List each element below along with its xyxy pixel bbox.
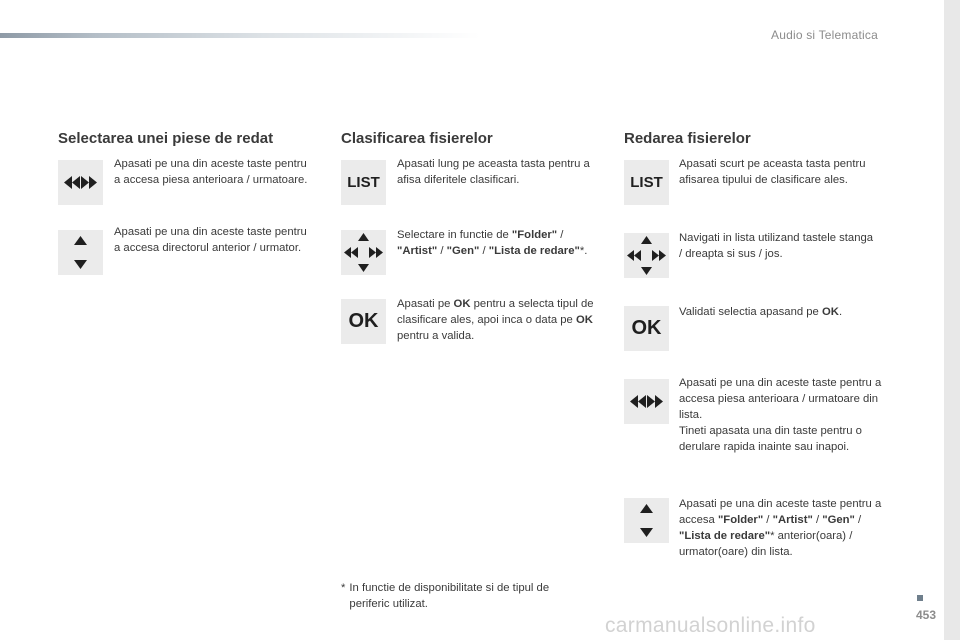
four-way-button[interactable] [624,233,669,278]
ok-button[interactable] [624,306,669,351]
col2-item2-text: Selectare in functie de "Folder" / "Artist" / "Gen" / "Lista de redare"*. [397,229,588,257]
col2-title: Clasificarea fisierelor [341,130,493,147]
ok-button-label: OK [348,310,379,332]
up-down-button[interactable] [624,498,669,543]
col3-item5-text: Apasati pe una din aceste taste pentru a accesa "Folder" / "Artist" / "Gen" / "Lista de redare"* anterior(oara) / urmator(oare) din lista. [679,498,882,558]
col1-item2-text: Apasati pe una din aceste taste pentru a accesa directorul anterior / urmator. [114,226,307,254]
col3-item4-text: Apasati pe una din aceste taste pentru a accesa piesa anterioara / urmatoare din lista. Tineti apasata una din taste pentru o derulare rapida inainte sau inapoi. [679,377,882,453]
four-way-button[interactable] [341,230,386,275]
list-button-label: LIST [630,174,663,191]
page-marker [917,595,923,601]
up-down-button[interactable] [58,230,103,275]
col3-item2-text: Navigati in lista utilizand tastele stanga / dreapta si sus / jos. [679,232,874,260]
col3-title: Redarea fisierelor [624,130,751,147]
col2-item3-text: Apasati pe OK pentru a selecta tipul de clasificare ales, apoi inca o data pe OK pentru a valida. [397,298,594,342]
footnote [341,580,579,612]
header-accent-bar [0,33,480,38]
section-title: Audio si Telematica [771,28,878,42]
col3-item1-text: Apasati scurt pe aceasta tasta pentru afisarea tipului de clasificare ales. [679,158,866,186]
up-down-arrows-icon [624,498,669,543]
list-button[interactable] [624,160,669,205]
prev-next-button[interactable] [58,160,103,205]
prev-next-arrows-icon [624,379,669,424]
ok-button[interactable] [341,299,386,344]
up-down-arrows-icon [58,230,103,275]
list-button[interactable] [341,160,386,205]
page-side-strip [944,0,960,640]
col3-item3-text: Validati selectia apasand pe OK. [679,306,843,318]
ok-button-label: OK [631,317,662,339]
footnote-star: * [341,582,346,594]
watermark: carmanualsonline.info [605,614,816,637]
prev-next-arrows-icon [58,160,103,205]
footnote-text: In functie de disponibilitate si de tipul de periferic utilizat. [349,582,550,610]
page-number: 453 [916,608,937,622]
four-way-arrows-icon [624,233,669,278]
col1-item1-text: Apasati pe una din aceste taste pentru a accesa piesa anterioara / urmatoare. [114,158,308,186]
four-way-arrows-icon [341,230,386,275]
prev-next-button[interactable] [624,379,669,424]
col2-item1-text: Apasati lung pe aceasta tasta pentru a afisa diferitele clasificari. [397,158,590,186]
col1-title: Selectarea unei piese de redat [58,130,274,147]
list-button-label: LIST [347,174,380,191]
